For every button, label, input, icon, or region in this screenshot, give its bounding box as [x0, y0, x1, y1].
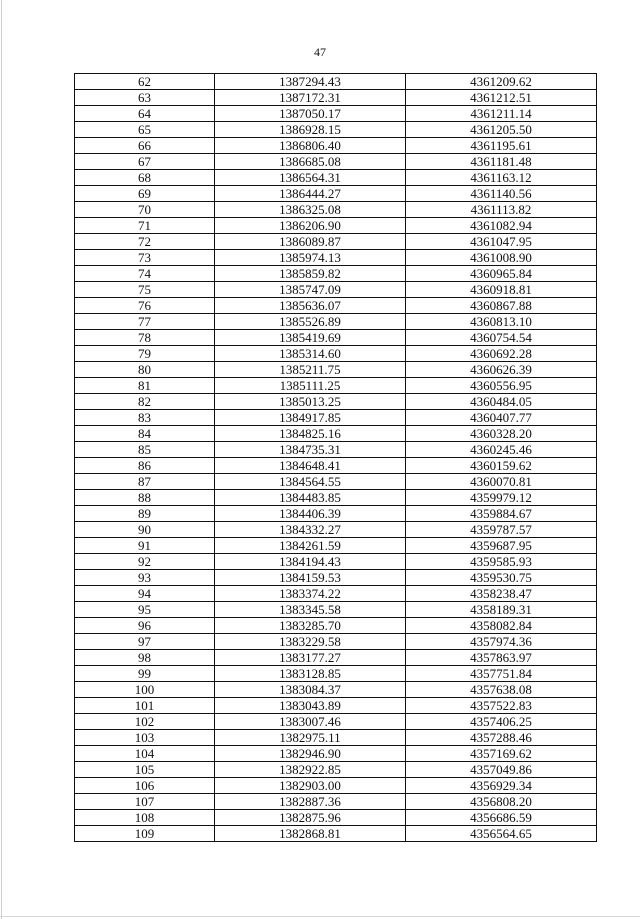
x-coordinate-cell: 1386089.87 — [215, 234, 406, 250]
table-row — [75, 442, 597, 458]
y-coordinate-cell: 4357169.62 — [406, 746, 597, 762]
y-coordinate-cell: 4361113.82 — [406, 202, 597, 218]
y-coordinate-cell: 4357751.84 — [406, 666, 597, 682]
x-coordinate-cell: 1383345.58 — [215, 602, 406, 618]
x-coordinate-cell: 1384564.55 — [215, 474, 406, 490]
point-number-cell: 86 — [75, 458, 215, 474]
point-number-cell: 102 — [75, 714, 215, 730]
point-number-cell: 68 — [75, 170, 215, 186]
point-number-cell: 93 — [75, 570, 215, 586]
x-coordinate-cell: 1386444.27 — [215, 186, 406, 202]
y-coordinate-cell: 4361140.56 — [406, 186, 597, 202]
x-coordinate-cell: 1387294.43 — [215, 74, 406, 90]
y-coordinate-cell: 4357288.46 — [406, 730, 597, 746]
x-coordinate-cell: 1382875.96 — [215, 810, 406, 826]
x-coordinate-cell: 1383007.46 — [215, 714, 406, 730]
point-number-cell: 100 — [75, 682, 215, 698]
point-number-cell: 98 — [75, 650, 215, 666]
y-coordinate-cell: 4360918.81 — [406, 282, 597, 298]
point-number-cell: 70 — [75, 202, 215, 218]
table-row — [75, 698, 597, 714]
y-coordinate-cell: 4361211.14 — [406, 106, 597, 122]
x-coordinate-cell: 1387172.31 — [215, 90, 406, 106]
table-row — [75, 106, 597, 122]
y-coordinate-cell: 4359884.67 — [406, 506, 597, 522]
table-row — [75, 426, 597, 442]
x-coordinate-cell: 1385314.60 — [215, 346, 406, 362]
table-row — [75, 634, 597, 650]
page-edge-bottom — [0, 916, 640, 917]
x-coordinate-cell: 1385111.25 — [215, 378, 406, 394]
x-coordinate-cell: 1384194.43 — [215, 554, 406, 570]
table-row — [75, 90, 597, 106]
table-row — [75, 714, 597, 730]
x-coordinate-cell: 1385859.82 — [215, 266, 406, 282]
y-coordinate-cell: 4360867.88 — [406, 298, 597, 314]
y-coordinate-cell: 4361082.94 — [406, 218, 597, 234]
x-coordinate-cell: 1385526.89 — [215, 314, 406, 330]
point-number-cell: 69 — [75, 186, 215, 202]
y-coordinate-cell: 4359530.75 — [406, 570, 597, 586]
x-coordinate-cell: 1383084.37 — [215, 682, 406, 698]
point-number-cell: 91 — [75, 538, 215, 554]
point-number-cell: 99 — [75, 666, 215, 682]
point-number-cell: 67 — [75, 154, 215, 170]
x-coordinate-cell: 1383285.70 — [215, 618, 406, 634]
point-number-cell: 77 — [75, 314, 215, 330]
point-number-cell: 62 — [75, 74, 215, 90]
table-row — [75, 554, 597, 570]
point-number-cell: 65 — [75, 122, 215, 138]
x-coordinate-cell: 1382922.85 — [215, 762, 406, 778]
point-number-cell: 83 — [75, 410, 215, 426]
x-coordinate-cell: 1382887.36 — [215, 794, 406, 810]
point-number-cell: 94 — [75, 586, 215, 602]
y-coordinate-cell: 4361047.95 — [406, 234, 597, 250]
y-coordinate-cell: 4356929.34 — [406, 778, 597, 794]
point-number-cell: 73 — [75, 250, 215, 266]
table-row — [75, 474, 597, 490]
point-number-cell: 76 — [75, 298, 215, 314]
y-coordinate-cell: 4360484.05 — [406, 394, 597, 410]
table-row — [75, 138, 597, 154]
x-coordinate-cell: 1386206.90 — [215, 218, 406, 234]
table-row — [75, 618, 597, 634]
y-coordinate-cell: 4360692.28 — [406, 346, 597, 362]
x-coordinate-cell: 1386325.08 — [215, 202, 406, 218]
page-edge-left — [1, 0, 2, 919]
x-coordinate-cell: 1382903.00 — [215, 778, 406, 794]
table-row — [75, 490, 597, 506]
table-row — [75, 650, 597, 666]
x-coordinate-cell: 1382975.11 — [215, 730, 406, 746]
y-coordinate-cell: 4360556.95 — [406, 378, 597, 394]
point-number-cell: 106 — [75, 778, 215, 794]
coordinates-table — [74, 73, 597, 842]
point-number-cell: 78 — [75, 330, 215, 346]
y-coordinate-cell: 4361181.48 — [406, 154, 597, 170]
x-coordinate-cell: 1384332.27 — [215, 522, 406, 538]
point-number-cell: 79 — [75, 346, 215, 362]
table-row — [75, 234, 597, 250]
table-row — [75, 330, 597, 346]
point-number-cell: 108 — [75, 810, 215, 826]
point-number-cell: 63 — [75, 90, 215, 106]
y-coordinate-cell: 4360754.54 — [406, 330, 597, 346]
point-number-cell: 107 — [75, 794, 215, 810]
table-row — [75, 666, 597, 682]
y-coordinate-cell: 4357863.97 — [406, 650, 597, 666]
y-coordinate-cell: 4358238.47 — [406, 586, 597, 602]
y-coordinate-cell: 4360965.84 — [406, 266, 597, 282]
x-coordinate-cell: 1385636.07 — [215, 298, 406, 314]
y-coordinate-cell: 4356808.20 — [406, 794, 597, 810]
y-coordinate-cell: 4360328.20 — [406, 426, 597, 442]
table-row — [75, 522, 597, 538]
table-row — [75, 298, 597, 314]
y-coordinate-cell: 4361008.90 — [406, 250, 597, 266]
point-number-cell: 105 — [75, 762, 215, 778]
point-number-cell: 74 — [75, 266, 215, 282]
table-row — [75, 682, 597, 698]
table-row — [75, 810, 597, 826]
table-row — [75, 570, 597, 586]
table-row — [75, 154, 597, 170]
y-coordinate-cell: 4359687.95 — [406, 538, 597, 554]
table-row — [75, 170, 597, 186]
y-coordinate-cell: 4357406.25 — [406, 714, 597, 730]
table-row — [75, 794, 597, 810]
table-row — [75, 602, 597, 618]
point-number-cell: 64 — [75, 106, 215, 122]
point-number-cell: 90 — [75, 522, 215, 538]
page-number: 47 — [314, 45, 326, 59]
y-coordinate-cell: 4357522.83 — [406, 698, 597, 714]
table-row — [75, 458, 597, 474]
y-coordinate-cell: 4360626.39 — [406, 362, 597, 378]
table-row — [75, 314, 597, 330]
point-number-cell: 80 — [75, 362, 215, 378]
point-number-cell: 85 — [75, 442, 215, 458]
point-number-cell: 66 — [75, 138, 215, 154]
table-row — [75, 586, 597, 602]
x-coordinate-cell: 1385419.69 — [215, 330, 406, 346]
point-number-cell: 97 — [75, 634, 215, 650]
table-row — [75, 218, 597, 234]
x-coordinate-cell: 1384406.39 — [215, 506, 406, 522]
y-coordinate-cell: 4357049.86 — [406, 762, 597, 778]
x-coordinate-cell: 1382946.90 — [215, 746, 406, 762]
table-row — [75, 362, 597, 378]
y-coordinate-cell: 4358189.31 — [406, 602, 597, 618]
table-row — [75, 826, 597, 842]
y-coordinate-cell: 4361163.12 — [406, 170, 597, 186]
y-coordinate-cell: 4361205.50 — [406, 122, 597, 138]
point-number-cell: 84 — [75, 426, 215, 442]
table-row — [75, 394, 597, 410]
table-row — [75, 778, 597, 794]
x-coordinate-cell: 1386928.15 — [215, 122, 406, 138]
y-coordinate-cell: 4359979.12 — [406, 490, 597, 506]
y-coordinate-cell: 4360813.10 — [406, 314, 597, 330]
point-number-cell: 88 — [75, 490, 215, 506]
y-coordinate-cell: 4360159.62 — [406, 458, 597, 474]
table-row — [75, 186, 597, 202]
x-coordinate-cell: 1383128.85 — [215, 666, 406, 682]
y-coordinate-cell: 4357638.08 — [406, 682, 597, 698]
point-number-cell: 89 — [75, 506, 215, 522]
y-coordinate-cell: 4361212.51 — [406, 90, 597, 106]
table-row — [75, 410, 597, 426]
y-coordinate-cell: 4357974.36 — [406, 634, 597, 650]
x-coordinate-cell: 1385747.09 — [215, 282, 406, 298]
table-row — [75, 378, 597, 394]
x-coordinate-cell: 1386685.08 — [215, 154, 406, 170]
x-coordinate-cell: 1383177.27 — [215, 650, 406, 666]
table-row — [75, 282, 597, 298]
x-coordinate-cell: 1382868.81 — [215, 826, 406, 842]
coordinates-table-body — [75, 74, 597, 842]
point-number-cell: 101 — [75, 698, 215, 714]
y-coordinate-cell: 4359787.57 — [406, 522, 597, 538]
table-row — [75, 74, 597, 90]
coordinates-table-container — [74, 73, 596, 842]
y-coordinate-cell: 4361209.62 — [406, 74, 597, 90]
x-coordinate-cell: 1384483.85 — [215, 490, 406, 506]
table-row — [75, 730, 597, 746]
point-number-cell: 104 — [75, 746, 215, 762]
x-coordinate-cell: 1385013.25 — [215, 394, 406, 410]
point-number-cell: 92 — [75, 554, 215, 570]
x-coordinate-cell: 1383374.22 — [215, 586, 406, 602]
table-row — [75, 346, 597, 362]
table-row — [75, 202, 597, 218]
y-coordinate-cell: 4361195.61 — [406, 138, 597, 154]
y-coordinate-cell: 4360407.77 — [406, 410, 597, 426]
point-number-cell: 72 — [75, 234, 215, 250]
y-coordinate-cell: 4360070.81 — [406, 474, 597, 490]
x-coordinate-cell: 1385974.13 — [215, 250, 406, 266]
point-number-cell: 71 — [75, 218, 215, 234]
y-coordinate-cell: 4356564.65 — [406, 826, 597, 842]
x-coordinate-cell: 1384735.31 — [215, 442, 406, 458]
point-number-cell: 87 — [75, 474, 215, 490]
y-coordinate-cell: 4358082.84 — [406, 618, 597, 634]
point-number-cell: 109 — [75, 826, 215, 842]
table-row — [75, 506, 597, 522]
y-coordinate-cell: 4360245.46 — [406, 442, 597, 458]
table-row — [75, 746, 597, 762]
point-number-cell: 81 — [75, 378, 215, 394]
table-row — [75, 266, 597, 282]
x-coordinate-cell: 1384261.59 — [215, 538, 406, 554]
x-coordinate-cell: 1387050.17 — [215, 106, 406, 122]
x-coordinate-cell: 1383229.58 — [215, 634, 406, 650]
x-coordinate-cell: 1386564.31 — [215, 170, 406, 186]
table-row — [75, 122, 597, 138]
x-coordinate-cell: 1386806.40 — [215, 138, 406, 154]
x-coordinate-cell: 1384917.85 — [215, 410, 406, 426]
y-coordinate-cell: 4359585.93 — [406, 554, 597, 570]
table-row — [75, 538, 597, 554]
y-coordinate-cell: 4356686.59 — [406, 810, 597, 826]
table-row — [75, 250, 597, 266]
x-coordinate-cell: 1383043.89 — [215, 698, 406, 714]
point-number-cell: 103 — [75, 730, 215, 746]
point-number-cell: 95 — [75, 602, 215, 618]
x-coordinate-cell: 1384648.41 — [215, 458, 406, 474]
point-number-cell: 82 — [75, 394, 215, 410]
point-number-cell: 96 — [75, 618, 215, 634]
x-coordinate-cell: 1385211.75 — [215, 362, 406, 378]
point-number-cell: 75 — [75, 282, 215, 298]
table-row — [75, 762, 597, 778]
x-coordinate-cell: 1384159.53 — [215, 570, 406, 586]
x-coordinate-cell: 1384825.16 — [215, 426, 406, 442]
